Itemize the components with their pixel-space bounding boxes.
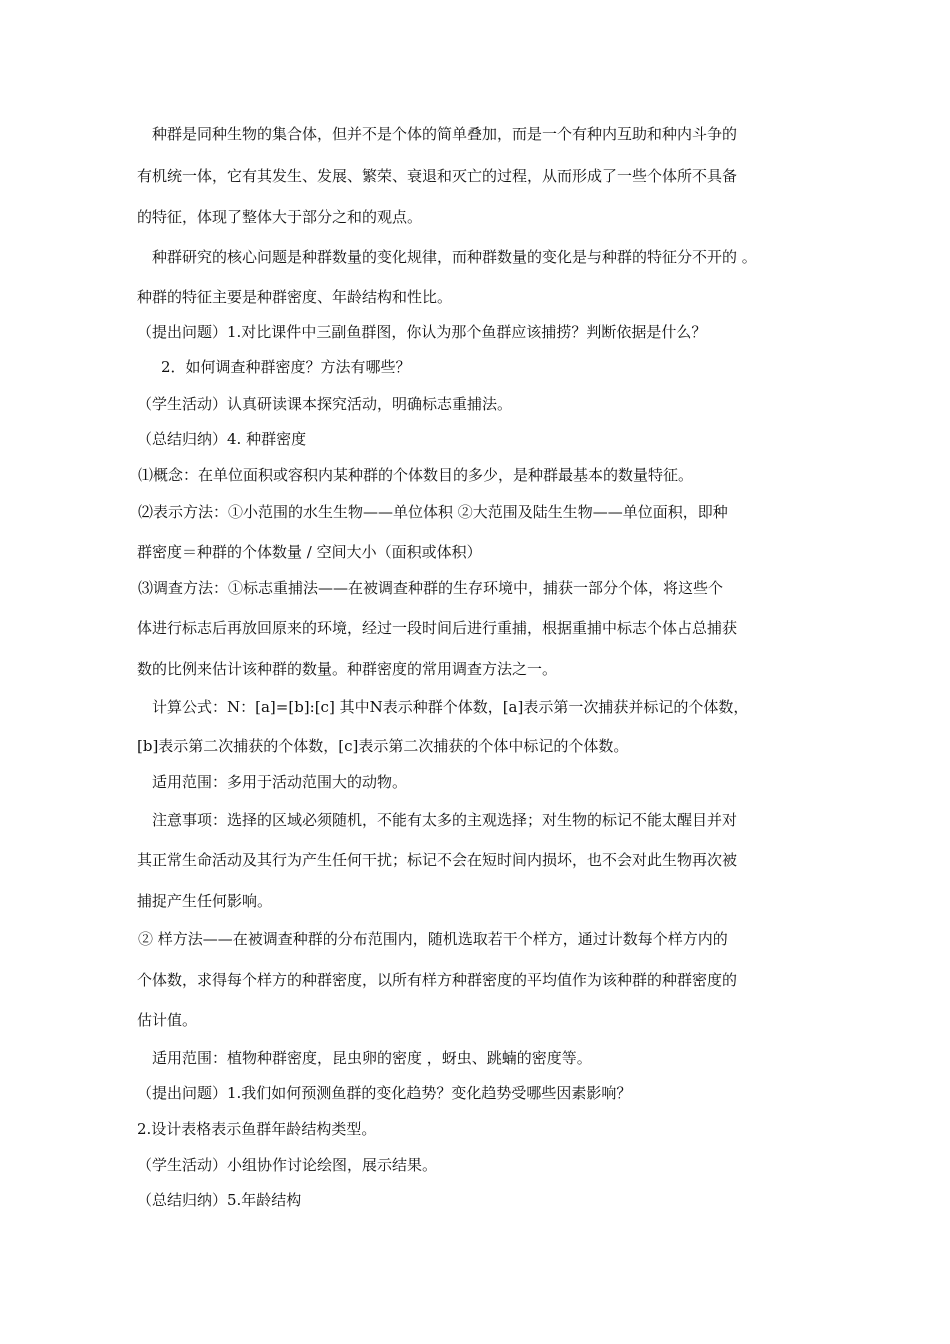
paragraph-line: （提出问题）1.我们如何预测鱼群的变化趋势？变化趋势受哪些因素影响？ bbox=[137, 1084, 632, 1102]
paragraph-line: （总结归纳）5.年龄结构 bbox=[137, 1191, 302, 1209]
paragraph-line: 适用范围：植物种群密度，昆虫卵的密度 ，蚜虫、跳蝻的密度等。 bbox=[152, 1049, 592, 1067]
paragraph-line: [b]表示第二次捕获的个体数，[c]表示第二次捕获的个体中标记的个体数。 bbox=[137, 737, 629, 755]
paragraph-line: 个体数，求得每个样方的种群密度，以所有样方种群密度的平均值作为该种群的种群密度的 bbox=[137, 971, 738, 989]
paragraph-line: （学生活动）小组协作讨论绘图，展示结果。 bbox=[137, 1156, 438, 1174]
paragraph-line: （学生活动）认真研读课本探究活动，明确标志重捕法。 bbox=[137, 395, 513, 413]
paragraph-line: 种群的特征主要是种群密度、年龄结构和性比。 bbox=[137, 288, 453, 306]
paragraph-line: ⑵表示方法：①小范围的水生生物——单位体积 ②大范围及陆生生物——单位面积，即种 bbox=[138, 503, 728, 521]
paragraph-line: ⑴概念：在单位面积或容积内某种群的个体数目的多少，是种群最基本的数量特征。 bbox=[138, 466, 694, 484]
paragraph-line: ② 样方法——在被调查种群的分布范围内，随机选取若干个样方，通过计数每个样方内的 bbox=[138, 930, 728, 948]
paragraph-line: 的特征，体现了整体大于部分之和的观点。 bbox=[137, 208, 423, 226]
paragraph-line: 注意事项：选择的区域必须随机，不能有太多的主观选择；对生物的标记不能太醒目并对 bbox=[152, 811, 738, 829]
paragraph-line: 种群是同种生物的集合体，但并不是个体的简单叠加，而是一个有种内互助和种内斗争的 bbox=[152, 125, 738, 143]
paragraph-line: 捕捉产生任何影响。 bbox=[137, 892, 273, 910]
paragraph-line: 其正常生命活动及其行为产生任何干扰；标记不会在短时间内损坏，也不会对此生物再次被 bbox=[137, 851, 738, 869]
paragraph-line: 2．如何调查种群密度？方法有哪些？ bbox=[161, 358, 411, 376]
paragraph-line: 适用范围：多用于活动范围大的动物。 bbox=[152, 773, 408, 791]
paragraph-line: 种群研究的核心问题是种群数量的变化规律，而种群数量的变化是与种群的特征分不开的 。 bbox=[152, 248, 757, 266]
paragraph-line: ⑶调查方法：①标志重捕法——在被调查种群的生存环境中，捕获一部分个体，将这些个 bbox=[138, 579, 724, 597]
paragraph-line: 数的比例来估计该种群的数量。种群密度的常用调查方法之一。 bbox=[137, 660, 558, 678]
paragraph-line: 2.设计表格表示鱼群年龄结构类型。 bbox=[137, 1120, 377, 1138]
paragraph-line: 估计值。 bbox=[137, 1011, 198, 1029]
paragraph-line: （提出问题）1.对比课件中三副鱼群图，你认为那个鱼群应该捕捞？判断依据是什么？ bbox=[137, 323, 707, 341]
paragraph-line: 体进行标志后再放回原来的环境，经过一段时间后进行重捕，根据重捕中标志个体占总捕获 bbox=[137, 619, 738, 637]
paragraph-line: （总结归纳）4. 种群密度 bbox=[137, 430, 307, 448]
paragraph-line: 计算公式：N：[a]=[b]:[c] 其中N表示种群个体数，[a]表示第一次捕获并标记的个体数， bbox=[152, 698, 749, 716]
paragraph-line: 群密度＝种群的个体数量 / 空间大小（面积或体积） bbox=[137, 543, 482, 561]
paragraph-line: 有机统一体，它有其发生、发展、繁荣、衰退和灭亡的过程，从而形成了一些个体所不具备 bbox=[137, 167, 738, 185]
